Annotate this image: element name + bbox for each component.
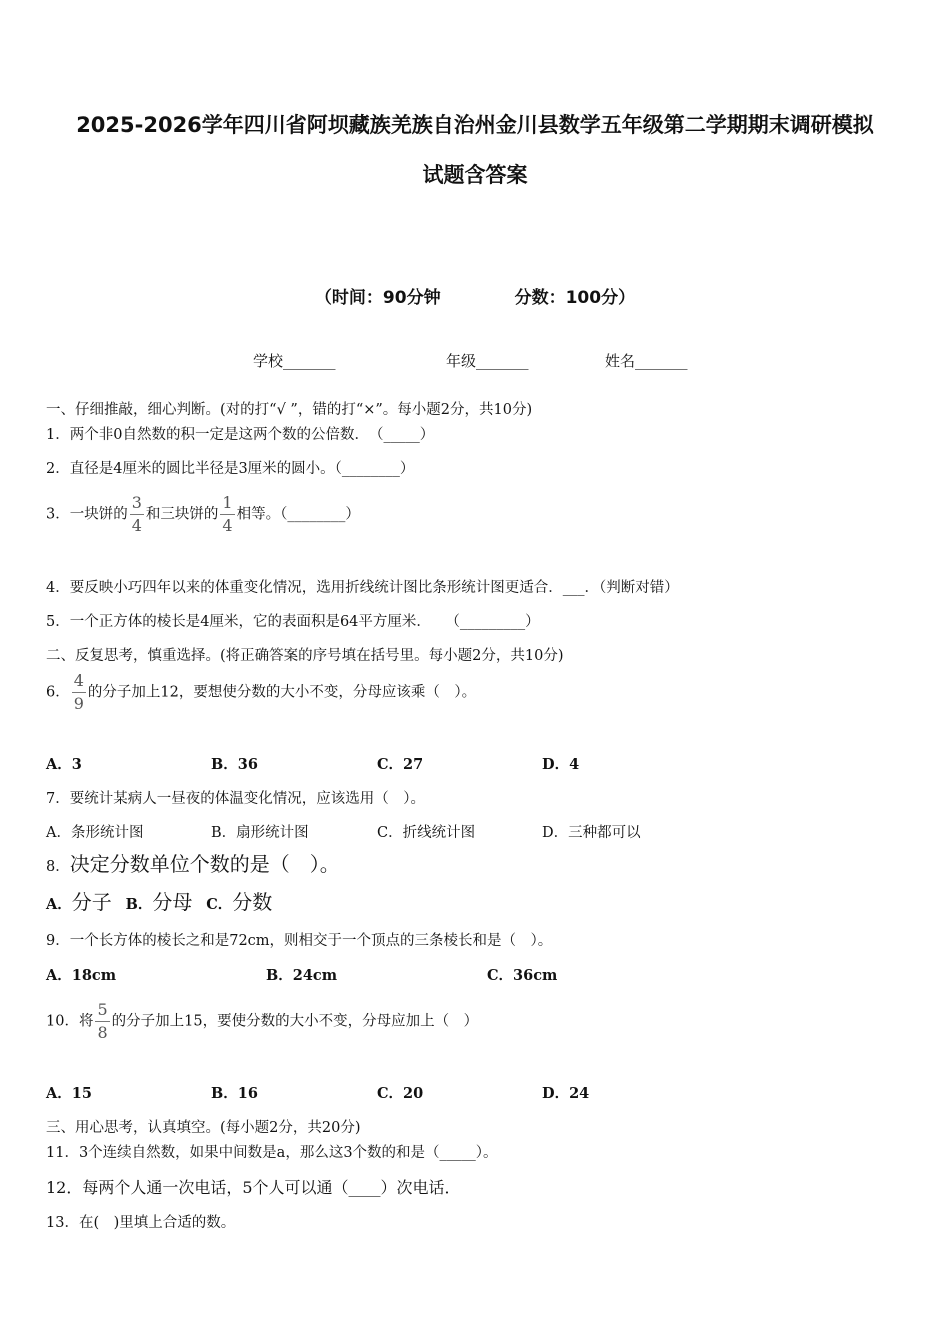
question-4: 4．要反映小巧四年以来的体重变化情况，选用折线统计图比条形统计图更适合．___．（判断对错） (46, 580, 679, 596)
grade-field: 年级_______ (446, 352, 529, 370)
school-field: 学校_______ (253, 352, 336, 370)
question-3-text-c: 相等。（________） (236, 506, 360, 523)
doc-title-line1: 2025-2026学年四川省阿坝藏族羌族自治州金川县数学五年级第二学期期末调研模拟 (76, 113, 874, 137)
q6-option-c: C．27 (377, 756, 424, 773)
question-3-text-a: 3．一块饼的 (46, 506, 128, 523)
q6-option-b: B．36 (211, 756, 258, 773)
fraction-denominator: 9 (73, 694, 84, 713)
q6-option-a: A．3 (46, 756, 82, 773)
q8-options (46, 891, 272, 916)
section-2-heading: 二、反复思考，慎重选择。(将正确答案的序号填在括号里。每小题2分，共10分) (46, 648, 564, 664)
name-field: 姓名_______ (605, 352, 688, 370)
section-1-heading: 一、仔细推敲，细心判断。(对的打“√ ”，错的打“×”。每小题2分，共10分) (46, 402, 533, 418)
q7-option-a: A．条形统计图 (46, 825, 144, 841)
fraction-denominator: 4 (131, 516, 142, 535)
q7-option-b: B．扇形统计图 (211, 825, 309, 841)
fraction-denominator: 4 (222, 516, 233, 535)
question-9: 9．一个长方体的棱长之和是72cm，则相交于一个顶点的三条棱长和是（ ）。 (46, 933, 553, 949)
section-3-heading: 三、用心思考，认真填空。(每小题2分，共20分) (46, 1120, 361, 1136)
fraction-5-8 (95, 1001, 109, 1042)
exam-score: 分数：100分） (514, 288, 636, 308)
question-5: 5．一个正方体的棱长是4厘米，它的表面积是64平方厘米． （_________） (46, 614, 540, 630)
q8-option-a-text: 分子 (71, 890, 112, 914)
fraction-numerator: 3 (130, 494, 144, 515)
q8-option-a-label: A． (46, 896, 72, 913)
q7-option-d: D．三种都可以 (542, 825, 641, 841)
q9-option-a: A．18cm (46, 967, 117, 984)
question-8-text: 决定分数单位个数的是（ ）。 (69, 852, 340, 876)
question-13: 13．在( )里填上合适的数。 (46, 1215, 236, 1231)
question-3 (46, 494, 360, 535)
fraction-numerator: 4 (72, 672, 86, 693)
question-1: 1．两个非0自然数的积一定是这两个数的公倍数． （_____） (46, 427, 435, 443)
question-2: 2．直径是4厘米的圆比半径是3厘米的圆小。（________） (46, 461, 415, 477)
question-10-number: 10．将 (46, 1013, 94, 1030)
q9-option-b: B．24cm (266, 967, 338, 984)
question-7: 7．要统计某病人一昼夜的体温变化情况，应该选用（ ）。 (46, 791, 425, 807)
fraction-4-9 (72, 672, 86, 713)
question-10-text: 的分子加上15，要使分数的大小不变，分母应加上（ ） (111, 1013, 479, 1030)
question-8 (46, 853, 340, 878)
question-6-text: 的分子加上12，要想使分数的大小不变，分母应该乘（ ）。 (87, 684, 477, 701)
q6-option-d: D．4 (542, 756, 580, 773)
fraction-numerator: 5 (95, 1001, 109, 1022)
question-11: 11．3个连续自然数，如果中间数是a，那么这3个数的和是（_____）。 (46, 1145, 498, 1161)
q10-option-a: A．15 (46, 1085, 92, 1102)
fraction-denominator: 8 (97, 1023, 108, 1042)
question-3-text-b: 和三块饼的 (145, 506, 219, 523)
exam-time: （时间：90分钟 (314, 288, 441, 308)
q8-option-b-text: 分母 (152, 890, 193, 914)
q10-option-d: D．24 (542, 1085, 590, 1102)
q8-option-c-text: 分数 (232, 890, 273, 914)
question-6-number: 6． (46, 684, 70, 701)
question-8-number: 8． (46, 859, 70, 875)
question-10 (46, 1001, 478, 1042)
exam-meta (0, 286, 950, 310)
q9-option-c: C．36cm (487, 967, 558, 984)
fraction-numerator: 1 (220, 494, 234, 515)
q10-option-c: C．20 (377, 1085, 424, 1102)
question-12: 12．每两个人通一次电话，5个人可以通（____）次电话． (46, 1178, 461, 1197)
q10-option-b: B．16 (211, 1085, 258, 1102)
q8-option-c-label: C． (206, 896, 233, 913)
q8-option-b-label: B． (125, 896, 153, 913)
q7-option-c: C．折线统计图 (377, 825, 476, 841)
fraction-1-4 (220, 494, 234, 535)
doc-title-line2: 试题含答案 (422, 163, 528, 187)
fraction-3-4 (130, 494, 144, 535)
question-6 (46, 672, 476, 713)
